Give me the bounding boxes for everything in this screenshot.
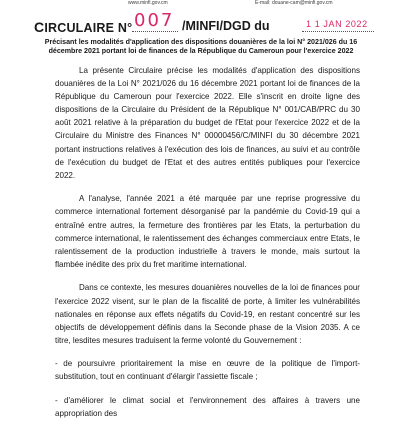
header-contact-line <box>0 0 400 7</box>
date-dotted-line <box>302 31 374 32</box>
paragraph: A l'analyse, l'année 2021 a été marquée par une reprise progressive du commerce international fortement désorganisé par la pandémie du Covid-19 qui a entraîné entre autres, la fermeture des frontières par les Etats, la perturbation du commerce international, le ralentissement des échanges commerciaux entre Etats, le ralentissement de la production industrielle à travers le monde, mais surtout la flambée inédite des prix du fret maritime international. <box>55 194 360 269</box>
circulaire-number: 007 <box>134 10 175 31</box>
circulaire-date: 1 1 JAN 2022 <box>306 19 368 29</box>
header-email[interactable]: E-mail: douane-cam@minfi.gov.cm <box>255 0 333 6</box>
document-body <box>55 64 360 431</box>
circulaire-label: CIRCULAIRE N° <box>34 19 133 35</box>
paragraph: La présente Circulaire précise les modalités d'application des dispositions douanières de la Loi N° 2021/026 du 16 décembre 2021 portant loi de finances de la République du Cameroun pour l'exercice 2022. Elle s'inscrit en droite ligne des dispositions de la Circulaire du Président de la République N° 001/CAB/PRC du 30 août 2021 relative à la préparation du budget de l'Etat pour l'exercice 2022 et de la Circulaire du Ministre des Finances N° 00000456/C/MINFI du 30 décembre 2021 portant instructions relatives à l'exécution des lois de finances, au suivi et au contrôle de l'exécution du budget de l'Etat et des autres entités publiques pour l'exercice 2022. <box>55 66 360 180</box>
bullet-item: - de poursuivre prioritairement la mise en œuvre de la politique de l'import-substitution, tout en continuant d'élargir l'assiette fiscale ; <box>55 359 360 382</box>
circulaire-subtitle: Précisant les modalités d'application des dispositions douanières de la loi N° 2021/026 du 16 décembre 2021 portant loi de finances de la République du Cameroun pour l'exercice 2022 <box>44 38 358 56</box>
circulaire-reference: /MINFI/DGD du <box>182 19 270 33</box>
bullet-item: - d'améliorer le climat social et l'environnement des affaires à travers une appropriation des <box>55 396 360 419</box>
paragraph: Dans ce contexte, les mesures douanières nouvelles de la loi de finances pour l'exercice 2022 visent, sur le plan de la fiscalité de porte, à limiter les vulnérabilités nationales en réponse aux effets négatifs du Covid-19, en restant concentré sur les objectifs de développement définis dans la Seconde phase de la Vision 2035. A ce titre, lesdites mesures traduisent la ferme volonté du Gouvernement : <box>55 283 360 345</box>
circulaire-title <box>34 10 374 36</box>
number-dotted-line <box>132 31 178 32</box>
header-website[interactable]: www.minfi.gov.cm <box>128 0 168 6</box>
